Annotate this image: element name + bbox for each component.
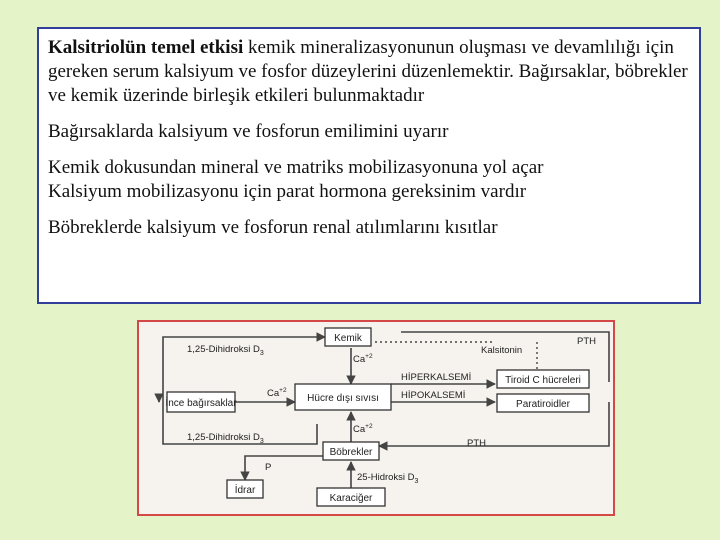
label-dihidroksi-bottom: 1,25-Dihidroksi $D_3$ bbox=[187, 432, 264, 445]
paragraph-kidney: Böbreklerde kalsiyum ve fosforun renal atılımlarını kısıtlar bbox=[48, 217, 498, 238]
svg-text:Böbrekler: Böbrekler bbox=[329, 447, 373, 458]
bone-line-2: Kalsiyum mobilizasyonu için parat hormona gereksinim vardır bbox=[48, 181, 527, 202]
label-ca-intestine: $Ca^{+2}$ bbox=[267, 387, 287, 399]
diagram-svg bbox=[139, 322, 613, 514]
box-tiroid-c-hucreleri bbox=[497, 370, 589, 388]
label-ca-bone: $Ca^{+2}$ bbox=[353, 353, 373, 365]
label-pth-bottom: PTH bbox=[467, 438, 486, 449]
svg-text:Kemik: Kemik bbox=[334, 333, 362, 344]
bone-line-1: Kemik dokusundan mineral ve matriks mobilizasyonuna yol açar bbox=[48, 157, 544, 178]
svg-text:İnce bağırsaklar: İnce bağırsaklar bbox=[165, 398, 237, 409]
svg-text:Hücre dışı sıvısı: Hücre dışı sıvısı bbox=[307, 393, 379, 404]
calcitriol-description: kemik mineralizasyonunun oluşması ve devamlılığı için gereken serum kalsiyum ve fosfor düzeylerini düzenlemektir. Bağırsaklar, böbrekler ve kemik üzerinde birleşik etkileri bulunmaktadır bbox=[48, 37, 688, 106]
text-panel bbox=[37, 27, 701, 304]
label-25-hidroksi: 25-Hidroksi $D_3$ bbox=[357, 472, 419, 485]
svg-text:Paratiroidler: Paratiroidler bbox=[516, 399, 570, 410]
paragraph-intestine: Bağırsaklarda kalsiyum ve fosforun emilimini uyarır bbox=[48, 121, 449, 142]
label-ca-kidney: $Ca^{+2}$ bbox=[353, 423, 373, 435]
paragraph-bone bbox=[48, 156, 690, 204]
box-ince-bagirsaklar bbox=[165, 392, 237, 412]
arrow-kidney-to-urine bbox=[245, 456, 323, 480]
paragraph-calcitriol-effect bbox=[48, 36, 690, 108]
box-idrar bbox=[227, 480, 263, 498]
label-kalsitonin: Kalsitonin bbox=[481, 345, 523, 356]
svg-text:Karaciğer: Karaciğer bbox=[329, 493, 373, 504]
label-hipokalsemi: HİPOKALSEMİ bbox=[401, 390, 466, 401]
label-dihidroksi-top: 1,25-Dihidroksi $D_3$ bbox=[187, 344, 264, 357]
label-hiperkalsemi: HİPERKALSEMİ bbox=[401, 372, 472, 383]
box-karaciger bbox=[317, 488, 385, 506]
box-hucre-disi-sivisi bbox=[295, 384, 391, 410]
box-bobrekler bbox=[323, 442, 379, 460]
calcium-regulation-diagram bbox=[137, 320, 615, 516]
box-paratiroidler bbox=[497, 394, 589, 412]
svg-text:İdrar: İdrar bbox=[234, 485, 256, 496]
label-p: P bbox=[265, 462, 272, 473]
box-kemik bbox=[325, 328, 371, 346]
calcitriol-heading: Kalsitriolün temel etkisi bbox=[48, 37, 244, 58]
label-pth-top: PTH bbox=[577, 336, 596, 347]
svg-text:Tiroid C hücreleri: Tiroid C hücreleri bbox=[505, 375, 581, 386]
